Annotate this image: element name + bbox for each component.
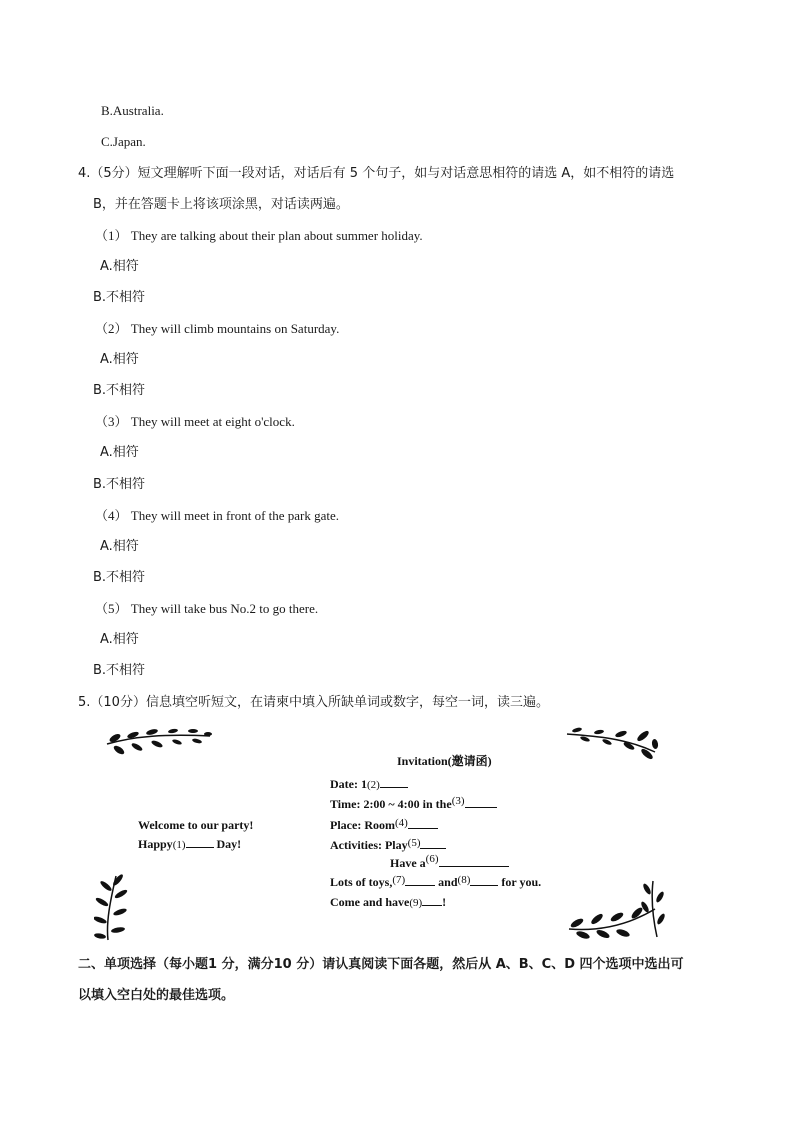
- invitation-time-line: [330, 797, 497, 812]
- q4-item-4-option-a: A.相符: [100, 539, 139, 554]
- activities-label: Activities: Play: [330, 838, 408, 852]
- q4-item-1-option-b: B.不相符: [93, 290, 146, 305]
- blank-number-5: (5): [407, 837, 421, 849]
- blank-7: [405, 875, 435, 886]
- blank-number-2: (2): [366, 779, 380, 791]
- blank-number-9: (9): [409, 897, 423, 909]
- invitation-come-line: [330, 895, 446, 910]
- q4-item-3-option-b: B.不相符: [93, 477, 146, 492]
- vine-decoration-bottom-left: [94, 872, 134, 942]
- blank-number-6: (6): [425, 853, 439, 865]
- blank-number-3: (3): [451, 795, 465, 807]
- time-label: Time: 2:00 ~ 4:00 in the: [330, 797, 452, 811]
- section2-heading-line1: 二、单项选择（每小题1 分，满分10 分）请认真阅读下面各题，然后从 A、B、C、D 四个选项中选出可: [78, 957, 684, 972]
- q4-item-4-option-b: B.不相符: [93, 570, 146, 585]
- q4-item-2-option-a: A.相符: [100, 352, 139, 367]
- q4-item-2-text: （2） They will climb mountains on Saturday.: [95, 321, 340, 336]
- vine-decoration-bottom-right: [565, 879, 665, 941]
- blank-number-4: (4): [394, 817, 408, 829]
- come-label: Come and have: [330, 895, 410, 909]
- blank-9: [422, 895, 442, 906]
- q4-item-3-option-a: A.相符: [100, 445, 139, 460]
- invitation-toys-line: [330, 875, 541, 890]
- blank-6: [439, 856, 509, 867]
- invitation-activities-line: [330, 838, 446, 853]
- q5-heading: 5.（10分）信息填空听短文，在请柬中填入所缺单词或数字，每空一词，读三遍。: [78, 695, 549, 710]
- q4-item-1-text: （1） They are talking about their plan about summer holiday.: [95, 228, 423, 243]
- day-label: Day!: [216, 837, 242, 851]
- invitation-happy-line: [138, 837, 241, 852]
- invitation-place-line: [330, 818, 438, 833]
- for-you-label: for you.: [501, 875, 542, 889]
- q3-option-c: C.Japan.: [101, 134, 146, 149]
- place-label: Place: Room: [330, 818, 395, 832]
- q4-item-1-option-a: A.相符: [100, 259, 139, 274]
- blank-5: [420, 838, 446, 849]
- blank-8: [470, 875, 498, 886]
- vine-decoration-top-right: [565, 724, 660, 764]
- and-label: and: [438, 875, 458, 889]
- q4-item-5-text: （5） They will take bus No.2 to go there.: [95, 601, 319, 616]
- toys-label: Lots of toys,: [330, 875, 393, 889]
- q4-item-4-text: （4） They will meet in front of the park gate.: [95, 508, 340, 523]
- blank-number-7: (7): [392, 874, 406, 886]
- q4-heading-line1: 4.（5分）短文理解听下面一段对话，对话后有 5 个句子，如与对话意思相符的请选 A，如不相符的请选: [78, 166, 675, 181]
- blank-2: [380, 777, 408, 788]
- q3-option-b: B.Australia.: [101, 103, 164, 118]
- vine-decoration-top-left: [105, 726, 215, 760]
- q4-item-5-option-b: B.不相符: [93, 663, 146, 678]
- date-label: Date: 1: [330, 777, 367, 791]
- blank-number-8: (8): [457, 874, 471, 886]
- have-label: Have a: [390, 856, 426, 870]
- q4-item-3-text: （3） They will meet at eight o'clock.: [95, 414, 295, 429]
- invitation-have-line: [390, 853, 509, 871]
- q4-item-5-option-a: A.相符: [100, 632, 139, 647]
- happy-label: Happy: [138, 837, 173, 851]
- invitation-title: Invitation(邀请函): [397, 754, 492, 768]
- section2-heading-line2: 以填入空白处的最佳选项。: [78, 988, 235, 1003]
- invitation-card: [100, 722, 665, 944]
- blank-3: [465, 797, 497, 808]
- invitation-date-line: [330, 777, 408, 792]
- q4-item-2-option-b: B.不相符: [93, 383, 146, 398]
- blank-4: [408, 818, 438, 829]
- invitation-welcome: Welcome to our party!: [138, 818, 254, 832]
- come-end: !: [442, 895, 447, 909]
- q4-heading-line2: B，并在答题卡上将该项涂黑，对话读两遍。: [93, 197, 349, 212]
- blank-1: [186, 837, 214, 848]
- blank-number-1: (1): [172, 839, 186, 851]
